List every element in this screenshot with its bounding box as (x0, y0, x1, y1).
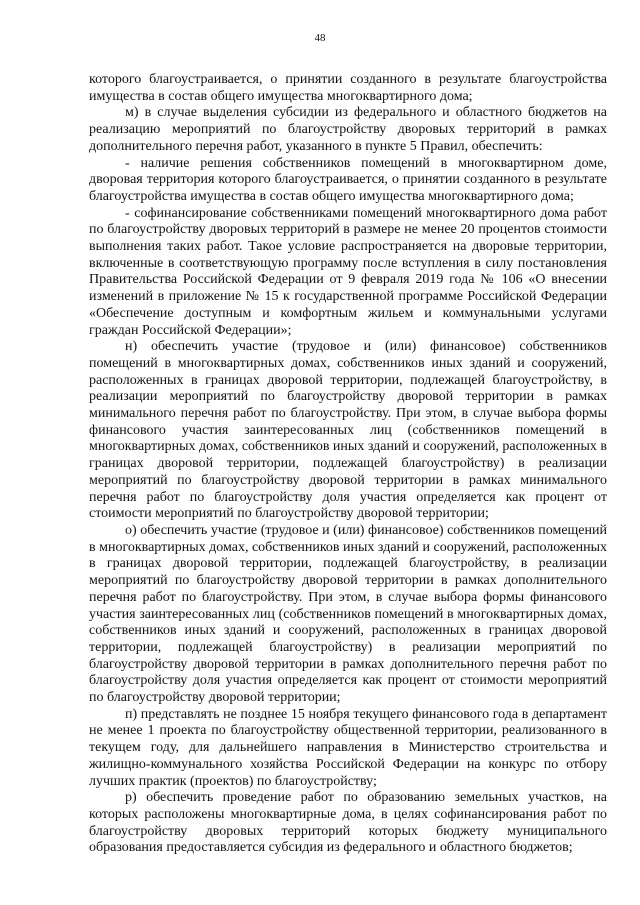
document-body (89, 72, 607, 857)
page-number: 48 (314, 32, 326, 44)
paragraph-p: п) представлять не позднее 15 ноября текущего финансового года в департамент не менее 1 проекта по благоустройству общественной территории, реализованного в текущем году, для дальнейшего направления в Министерство строительства и жилищно-коммунального хозяйства Российской Федерации на конкурс по отбору лучших практик (проектов) по благоустройству; (89, 706, 607, 789)
paragraph-n: н) обеспечить участие (трудовое и (или) финансовое) собственников помещений в многоквартирных домах, собственников иных зданий и сооружений, расположенных в границах дворовой территории, подлежащей благоустройству, в реализации мероприятий по благоустройству дворовой территории в рамках минимального перечня работ по благоустройству. При этом, в случае выбора формы финансового участия заинтересованных лиц (собственников помещений в многоквартирных домах, собственников иных зданий и сооружений, расположенных в границах дворовой территории, подлежащей благоустройству) в реализации мероприятий по благоустройству дворовой территории в рамках минимального перечня работ по благоустройству доля участия определяется как процент от стоимости мероприятий по благоустройству дворовой территории; (89, 339, 608, 522)
paragraph-m: м) в случае выделения субсидии из федерального и областного бюджетов на реализацию мероприятий по благоустройству дворовых территорий в рамках дополнительного перечня работ, указанного в пункте 5 Правил, обеспечить: (89, 105, 607, 154)
paragraph-m-item-decision: - наличие решения собственников помещений в многоквартирном доме, дворовая территория которого благоустраивается, о принятии созданного в результате благоустройства имущества в состав общего имущества многоквартирного дома; (89, 155, 607, 204)
paragraph-m-item-cofinancing: - софинансирование собственниками помещений многоквартирного дома работ по благоустройству дворовых территорий в размере не менее 20 процентов стоимости выполнения таких работ. Такое условие распространяется на дворовые территории, включенные в соответствующую программу после вступления в силу постановления Правительства Российской Федерации от 9 февраля 2019 года № 106 «О внесении изменений в приложение № 15 к государственной программе Российской Федерации «Обеспечение доступным и комфортным жильем и коммунальными услугами граждан Российской Федерации»; (89, 205, 607, 338)
paragraph-o: о) обеспечить участие (трудовое и (или) финансовое) собственников помещений в многоквартирных домах, собственников иных зданий и сооружений, расположенных в границах дворовой территории, подлежащей благоустройству, в реализации мероприятий по благоустройству дворовой территории в рамках дополнительного перечня работ по благоустройству. При этом, в случае выбора формы финансового участия заинтересованных лиц (собственников помещений в многоквартирных домах, собственников иных зданий и сооружений, расположенных в границах дворовой территории, подлежащей благоустройству) в реализации мероприятий по благоустройству дворовой территории в рамках дополнительного перечня работ по благоустройству доля участия определяется как процент от стоимости мероприятий по благоустройству дворовой территории; (89, 522, 608, 706)
paragraph-continuation: которого благоустраивается, о принятии созданного в результате благоустройства имущества в состав общего имущества многоквартирного дома; (89, 72, 607, 104)
paragraph-r: р) обеспечить проведение работ по образованию земельных участков, на которых расположены многоквартирные дома, в целях софинансирования работ по благоустройству дворовых территорий которых бюджету муниципального образования предоставляется субсидия из федерального и областного бюджетов; (89, 790, 607, 856)
